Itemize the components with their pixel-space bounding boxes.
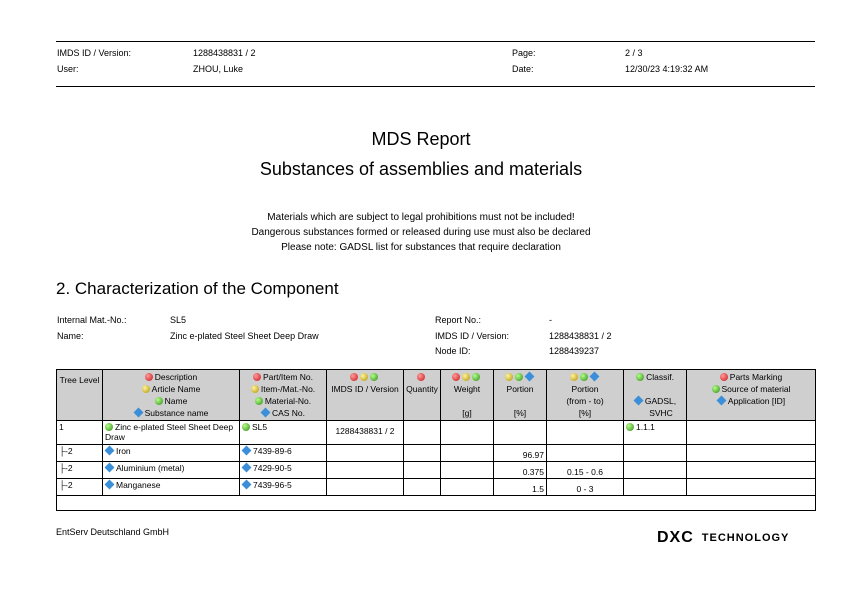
row-part-no: 7439-89-6 [240,445,327,462]
header-user-value: ZHOU, Luke [193,64,244,74]
row-imds-version [327,462,404,479]
yellow-ball-icon [462,373,470,381]
report-title: MDS Report [371,129,471,149]
green-ball-icon [255,397,263,405]
header-classification: Classif. GADSL, SVHC [624,370,687,421]
header-top-rule [56,41,815,42]
info-name-label: Name: [57,331,84,341]
green-ball-icon [636,373,644,381]
green-ball-icon [712,385,720,393]
table-row [57,479,816,496]
green-ball-icon [242,423,250,431]
row-part-no: 7429-90-5 [240,462,327,479]
row-tree-level: ├-2 [57,445,103,462]
row-tree-level: 1 [57,421,103,445]
green-ball-icon [155,397,163,405]
info-report-label: Report No.: [435,315,482,325]
logo-text: TECHNOLOGY [701,532,790,544]
yellow-ball-icon [505,373,513,381]
notice-dangerous: Dangerous substances formed or released during use must also be declared [251,227,591,238]
row-description: Zinc e-plated Steel Sheet Deep Draw [103,421,240,445]
row-weight [441,421,494,445]
header-imds-label: IMDS ID / Version: [57,48,132,58]
green-ball-icon [472,373,480,381]
row-imds-version [327,479,404,496]
table-row [57,421,816,445]
red-ball-icon [253,373,261,381]
row-weight [441,445,494,462]
table-header-row [57,370,816,421]
yellow-ball-icon [360,373,368,381]
header-bottom-rule [56,86,815,87]
blue-diamond-icon [716,396,726,406]
table-row [57,445,816,462]
header-date-label: Date: [512,64,534,74]
row-tree-level: ├-2 [57,462,103,479]
row-parts-marking [687,445,816,462]
info-internal-value: SL5 [170,315,187,325]
row-portion-range: 0.15 - 0.6 [547,462,624,479]
logo-mark: DXC [657,529,694,546]
header-page-value: 2 / 3 [625,48,643,58]
row-weight [441,462,494,479]
header-date-value: 12/30/23 4:19:32 AM [625,64,709,74]
red-ball-icon [350,373,358,381]
row-portion-range [547,445,624,462]
row-portion-range [547,421,624,445]
green-ball-icon [105,423,113,431]
report-subtitle: Substances of assemblies and materials [259,159,583,179]
row-portion: 0.375 [494,462,547,479]
row-classification: 1.1.1 [624,421,687,445]
row-parts-marking [687,479,816,496]
green-ball-icon [370,373,378,381]
header-weight: Weight [g] [441,370,494,421]
row-part-no: SL5 [240,421,327,445]
green-ball-icon [626,423,634,431]
info-name-value: Zinc e-plated Steel Sheet Deep Draw [170,331,319,341]
red-ball-icon [417,373,425,381]
row-part-no: 7439-96-5 [240,479,327,496]
info-report-value: - [549,315,552,325]
info-node-label: Node ID: [435,346,471,356]
row-parts-marking [687,462,816,479]
table-row [57,462,816,479]
row-portion: 1.5 [494,479,547,496]
dxc-logo [657,529,789,547]
row-tree-level: ├-2 [57,479,103,496]
row-quantity [404,445,441,462]
info-internal-label: Internal Mat.-No.: [57,315,127,325]
blue-diamond-icon [589,372,599,382]
info-imds-label: IMDS ID / Version: [435,331,510,341]
blue-diamond-icon [105,480,115,490]
header-portion-range: Portion (from - to) [%] [547,370,624,421]
blue-diamond-icon [105,463,115,473]
info-node-value: 1288439237 [549,346,600,356]
blue-diamond-icon [524,372,534,382]
header-page-label: Page: [512,48,536,58]
row-portion: 96.97 [494,445,547,462]
row-classification [624,445,687,462]
row-portion [494,421,547,445]
header-imds-value: 1288438831 / 2 [193,48,256,58]
green-ball-icon [580,373,588,381]
row-portion-range: 0 - 3 [547,479,624,496]
yellow-ball-icon [142,385,150,393]
header-tree-level: Tree Level [57,370,103,421]
yellow-ball-icon [251,385,259,393]
blue-diamond-icon [242,480,252,490]
blue-diamond-icon [633,396,643,406]
notice-gadsl: Please note: GADSL list for substances that require declaration [281,242,561,253]
row-description: Manganese [103,479,240,496]
blue-diamond-icon [133,408,143,418]
section-title: 2. Characterization of the Component [56,279,339,298]
blue-diamond-icon [242,463,252,473]
red-ball-icon [720,373,728,381]
blue-diamond-icon [105,446,115,456]
row-weight [441,479,494,496]
row-imds-version [327,445,404,462]
footer-company: EntServ Deutschland GmbH [56,527,170,537]
red-ball-icon [452,373,460,381]
yellow-ball-icon [570,373,578,381]
blue-diamond-icon [261,408,271,418]
row-quantity [404,479,441,496]
header-part-no: Part/Item No. Item-/Mat.-No. Material-No. CAS No. [240,370,327,421]
info-imds-value: 1288438831 / 2 [549,331,612,341]
row-quantity [404,421,441,445]
header-description: Description Article Name Name Substance name [103,370,240,421]
header-portion: Portion [%] [494,370,547,421]
row-parts-marking [687,421,816,445]
row-description: Aluminium (metal) [103,462,240,479]
row-classification [624,479,687,496]
green-ball-icon [515,373,523,381]
row-description: Iron [103,445,240,462]
row-classification [624,462,687,479]
header-user-label: User: [57,64,79,74]
row-imds-version: 1288438831 / 2 [327,421,404,445]
notice-prohibited: Materials which are subject to legal prohibitions must not be included! [267,212,575,223]
red-ball-icon [145,373,153,381]
substances-table [56,369,816,511]
header-quantity: Quantity [404,370,441,421]
table-empty-row [57,496,816,511]
row-quantity [404,462,441,479]
header-parts-marking: Parts Marking Source of material Application [ID] [687,370,816,421]
blue-diamond-icon [242,446,252,456]
header-imds-version: IMDS ID / Version [327,370,404,421]
